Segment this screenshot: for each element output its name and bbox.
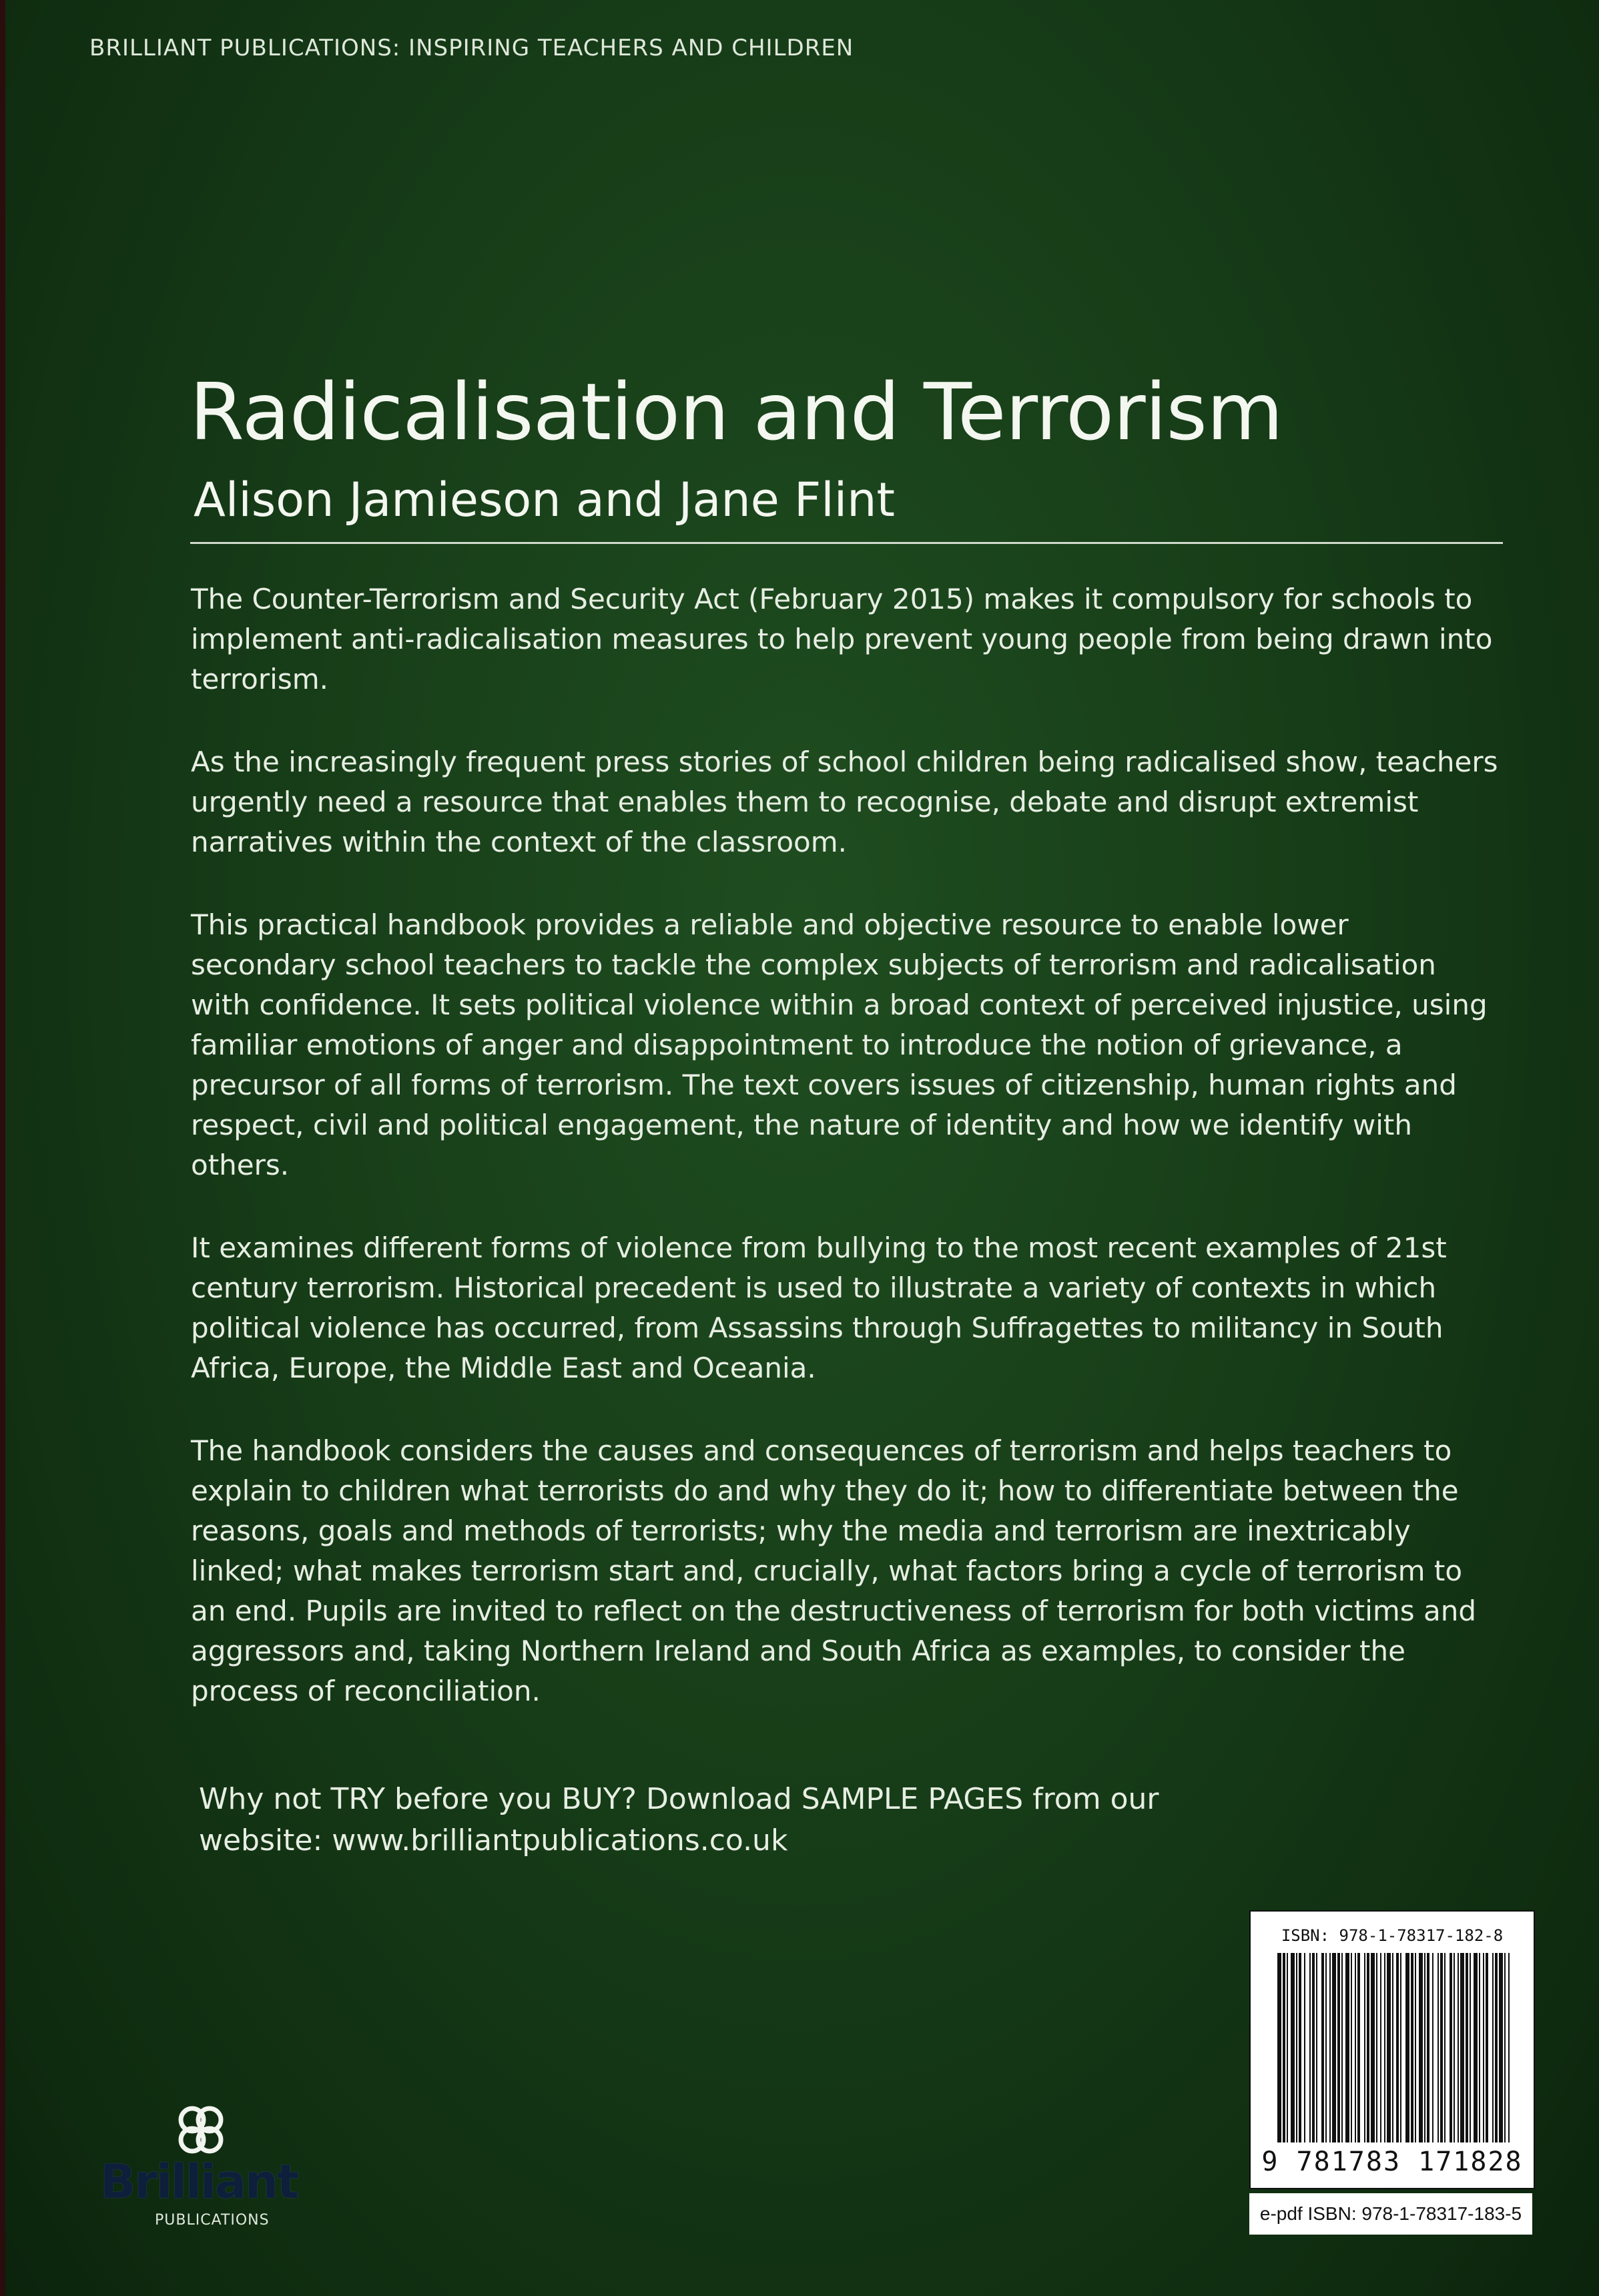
publisher-wordmark: Brilliant xyxy=(100,2155,298,2209)
promo-text xyxy=(199,1779,1267,1861)
blurb-paragraph: As the increasingly frequent press stories of school children being radicalised show, teachers urgently need a resource that enables them to recognise, debate and disrupt extremist narratives within the context of the classroom. xyxy=(191,746,1498,858)
promo-website: website: www.brilliantpublications.co.uk xyxy=(199,1823,788,1857)
interlocking-rings-logo-icon xyxy=(167,2101,240,2161)
blurb-paragraph: This practical handbook provides a reliable and objective resource to enable lower secondary school teachers to tackle the complex subjects of terrorism and radicalisation with confidence. It sets political violence within a broad context of perceived injustice, using familiar emotions of anger and disappointment to introduce the notion of grievance, a precursor of all forms of terrorism. The text covers issues of citizenship, human rights and respect, civil and political engagement, the nature of identity and how we identify with others. xyxy=(191,908,1488,1181)
book-authors: Alison Jamieson and Jane Flint xyxy=(194,473,895,527)
blurb xyxy=(191,579,1499,1754)
blurb-paragraph: It examines different forms of violence from bullying to the most recent examples of 21st century terrorism. Historical precedent is used to illustrate a variety of contexts in which political violence has occurred, from Assassins through Suffragettes to militancy in South Africa, Europe, the Middle East and Oceania. xyxy=(191,1231,1447,1384)
blurb-paragraph: The handbook considers the causes and consequences of terrorism and helps teachers to explain to children what terrorists do and why they do it; how to differentiate between the reasons, goals and methods of terrorists; why the media and terrorism are inextricably linked; what makes terrorism start and, crucially, what factors bring a cycle of terrorism to an end. Pupils are invited to reflect on the destructiveness of terrorism for both victims and aggressors and, taking Northern Ireland and South Africa as examples, to consider the process of reconciliation. xyxy=(191,1434,1477,1707)
isbn-label: ISBN: 978-1-78317-182-8 xyxy=(1281,1926,1504,1945)
series-tagline: BRILLIANT PUBLICATIONS: INSPIRING TEACHERS AND CHILDREN xyxy=(89,35,854,61)
epdf-isbn: e-pdf ISBN: 978-1-78317-183-5 xyxy=(1249,2193,1532,2235)
title-divider xyxy=(190,542,1503,544)
blurb-paragraph: The Counter-Terrorism and Security Act (February 2015) makes it compulsory for schools to implement anti-radicalisation measures to help prevent young people from being drawn into terrorism. xyxy=(191,583,1493,695)
publisher-logo xyxy=(93,2101,298,2241)
barcode-panel xyxy=(1249,1910,1535,2189)
promo-line: Why not TRY before you BUY? Download SAMPLE PAGES from our xyxy=(199,1782,1159,1816)
spine-edge xyxy=(0,0,5,2296)
book-title: Radicalisation and Terrorism xyxy=(190,366,1283,458)
publisher-subtitle: PUBLICATIONS xyxy=(155,2212,270,2229)
ean-digits: 9 781783 171828 xyxy=(1261,2146,1523,2177)
barcode-icon xyxy=(1275,1953,1515,2142)
